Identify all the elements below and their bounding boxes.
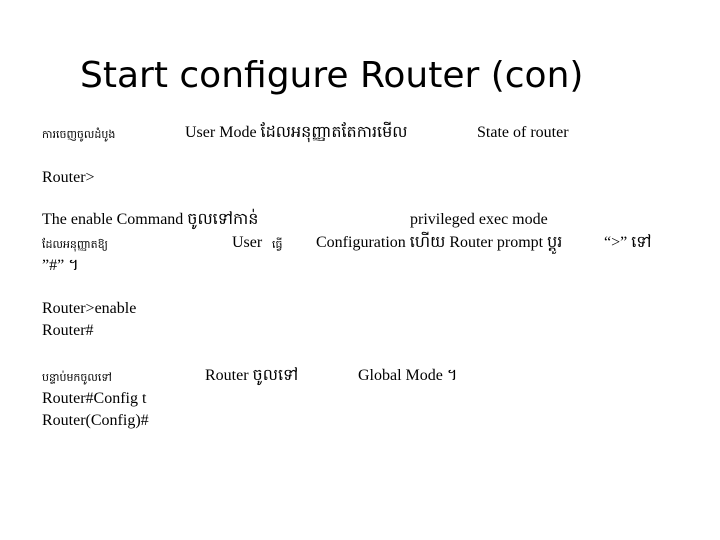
privileged-exec-mode-text: privileged exec mode — [410, 211, 548, 228]
khmer-intro-label: ការចេញចូលដំបូង — [42, 128, 116, 141]
router-enable-command: Router>enable — [42, 300, 137, 317]
configuration-prompt-text: Configuration ហើយ Router prompt ប្តូរ — [316, 234, 563, 251]
prompt-symbol-text: “>” ទៅ — [604, 234, 652, 251]
enable-command-text: The enable Command ចូលទៅកាន់ — [42, 211, 259, 228]
router-config-prompt: Router(Config)# — [42, 412, 149, 429]
hash-prompt-text: ”#” ។ — [42, 257, 79, 274]
router-prompt-line: Router> — [42, 169, 95, 186]
khmer-then-text: បន្ទាប់មកចូលទៅ — [42, 371, 112, 384]
router-privileged-prompt: Router# — [42, 322, 94, 339]
global-mode-text: Global Mode ។ — [358, 367, 458, 384]
user-text: User — [232, 234, 263, 251]
user-mode-text: User Mode ដែលអនុញ្ញាតតែការមើល — [185, 124, 408, 141]
khmer-allow-text: ដែលអនុញ្ញាតឱ្យ — [42, 238, 108, 251]
state-of-router-text: State of router — [477, 124, 569, 141]
khmer-do-text: ធ្វើ — [272, 238, 283, 251]
slide-title: Start configure Router (con) — [80, 55, 584, 96]
router-goto-text: Router ចូលទៅ — [205, 367, 299, 384]
config-t-command: Router#Config t — [42, 390, 147, 407]
